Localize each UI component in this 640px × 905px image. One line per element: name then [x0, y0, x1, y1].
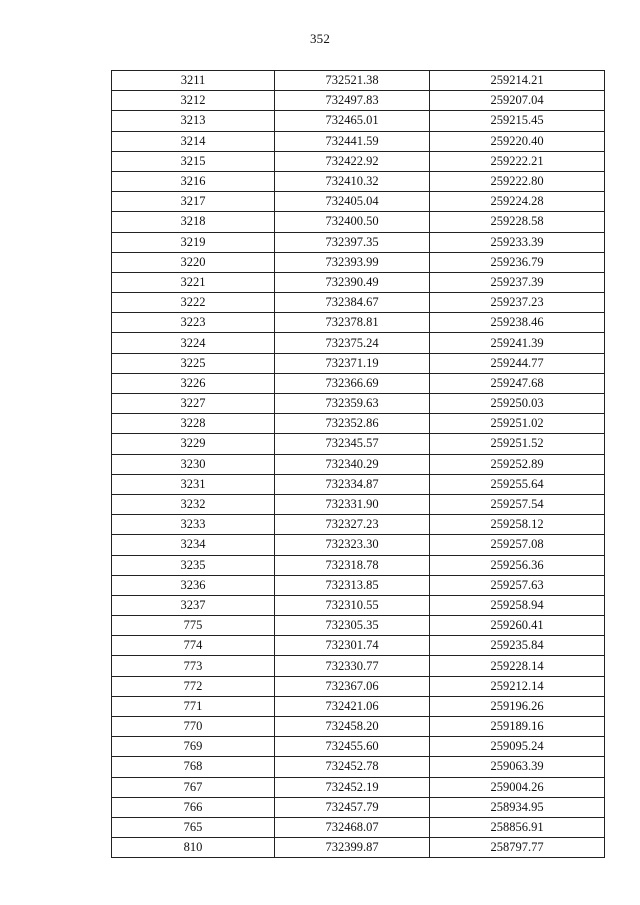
- y-coordinate-cell: 259241.39: [430, 333, 605, 353]
- x-coordinate-cell: 732399.87: [275, 838, 430, 858]
- x-coordinate-cell: 732375.24: [275, 333, 430, 353]
- table-row: [112, 636, 605, 656]
- y-coordinate-cell: 259228.14: [430, 656, 605, 676]
- y-coordinate-cell: 259233.39: [430, 232, 605, 252]
- table-row: [112, 474, 605, 494]
- point-number-cell: 3223: [112, 313, 275, 333]
- point-number-cell: 3215: [112, 151, 275, 171]
- y-coordinate-cell: 259220.40: [430, 131, 605, 151]
- x-coordinate-cell: 732452.78: [275, 757, 430, 777]
- x-coordinate-cell: 732497.83: [275, 91, 430, 111]
- point-number-cell: 769: [112, 737, 275, 757]
- x-coordinate-cell: 732334.87: [275, 474, 430, 494]
- table-row: [112, 595, 605, 615]
- table-row: [112, 252, 605, 272]
- y-coordinate-cell: 259222.21: [430, 151, 605, 171]
- table-row: [112, 676, 605, 696]
- x-coordinate-cell: 732452.19: [275, 777, 430, 797]
- y-coordinate-cell: 259258.94: [430, 595, 605, 615]
- x-coordinate-cell: 732384.67: [275, 293, 430, 313]
- y-coordinate-cell: 259222.80: [430, 171, 605, 191]
- point-number-cell: 3220: [112, 252, 275, 272]
- table-row: [112, 111, 605, 131]
- y-coordinate-cell: 259256.36: [430, 555, 605, 575]
- x-coordinate-cell: 732367.06: [275, 676, 430, 696]
- y-coordinate-cell: 259251.52: [430, 434, 605, 454]
- x-coordinate-cell: 732400.50: [275, 212, 430, 232]
- y-coordinate-cell: 259224.28: [430, 192, 605, 212]
- y-coordinate-cell: 258934.95: [430, 797, 605, 817]
- point-number-cell: 773: [112, 656, 275, 676]
- table-row: [112, 394, 605, 414]
- table-row: [112, 131, 605, 151]
- coordinates-table-body: [112, 71, 605, 858]
- y-coordinate-cell: 259244.77: [430, 353, 605, 373]
- table-row: [112, 192, 605, 212]
- x-coordinate-cell: 732393.99: [275, 252, 430, 272]
- table-row: [112, 737, 605, 757]
- y-coordinate-cell: 259004.26: [430, 777, 605, 797]
- y-coordinate-cell: 259238.46: [430, 313, 605, 333]
- y-coordinate-cell: 259257.54: [430, 494, 605, 514]
- table-row: [112, 151, 605, 171]
- table-row: [112, 757, 605, 777]
- x-coordinate-cell: 732421.06: [275, 696, 430, 716]
- y-coordinate-cell: 259258.12: [430, 515, 605, 535]
- x-coordinate-cell: 732310.55: [275, 595, 430, 615]
- table-row: [112, 353, 605, 373]
- point-number-cell: 3214: [112, 131, 275, 151]
- table-row: [112, 454, 605, 474]
- y-coordinate-cell: 259228.58: [430, 212, 605, 232]
- x-coordinate-cell: 732313.85: [275, 575, 430, 595]
- y-coordinate-cell: 259251.02: [430, 414, 605, 434]
- y-coordinate-cell: 259257.63: [430, 575, 605, 595]
- x-coordinate-cell: 732465.01: [275, 111, 430, 131]
- x-coordinate-cell: 732441.59: [275, 131, 430, 151]
- x-coordinate-cell: 732521.38: [275, 71, 430, 91]
- table-row: [112, 293, 605, 313]
- point-number-cell: 3237: [112, 595, 275, 615]
- table-row: [112, 232, 605, 252]
- point-number-cell: 3226: [112, 373, 275, 393]
- point-number-cell: 3229: [112, 434, 275, 454]
- point-number-cell: 3222: [112, 293, 275, 313]
- point-number-cell: 3232: [112, 494, 275, 514]
- point-number-cell: 775: [112, 616, 275, 636]
- point-number-cell: 3233: [112, 515, 275, 535]
- y-coordinate-cell: 258797.77: [430, 838, 605, 858]
- y-coordinate-cell: 259212.14: [430, 676, 605, 696]
- x-coordinate-cell: 732422.92: [275, 151, 430, 171]
- y-coordinate-cell: 259236.79: [430, 252, 605, 272]
- table-row: [112, 494, 605, 514]
- point-number-cell: 768: [112, 757, 275, 777]
- table-row: [112, 838, 605, 858]
- table-row: [112, 696, 605, 716]
- table-row: [112, 212, 605, 232]
- y-coordinate-cell: 258856.91: [430, 817, 605, 837]
- point-number-cell: 3225: [112, 353, 275, 373]
- x-coordinate-cell: 732410.32: [275, 171, 430, 191]
- y-coordinate-cell: 259250.03: [430, 394, 605, 414]
- y-coordinate-cell: 259237.39: [430, 272, 605, 292]
- x-coordinate-cell: 732301.74: [275, 636, 430, 656]
- point-number-cell: 774: [112, 636, 275, 656]
- table-row: [112, 434, 605, 454]
- y-coordinate-cell: 259252.89: [430, 454, 605, 474]
- point-number-cell: 3212: [112, 91, 275, 111]
- table-row: [112, 817, 605, 837]
- y-coordinate-cell: 259235.84: [430, 636, 605, 656]
- point-number-cell: 3221: [112, 272, 275, 292]
- x-coordinate-cell: 732327.23: [275, 515, 430, 535]
- table-row: [112, 616, 605, 636]
- table-row: [112, 171, 605, 191]
- y-coordinate-cell: 259095.24: [430, 737, 605, 757]
- y-coordinate-cell: 259063.39: [430, 757, 605, 777]
- point-number-cell: 767: [112, 777, 275, 797]
- y-coordinate-cell: 259237.23: [430, 293, 605, 313]
- point-number-cell: 3218: [112, 212, 275, 232]
- y-coordinate-cell: 259257.08: [430, 535, 605, 555]
- point-number-cell: 810: [112, 838, 275, 858]
- x-coordinate-cell: 732468.07: [275, 817, 430, 837]
- point-number-cell: 3224: [112, 333, 275, 353]
- x-coordinate-cell: 732458.20: [275, 717, 430, 737]
- x-coordinate-cell: 732345.57: [275, 434, 430, 454]
- x-coordinate-cell: 732330.77: [275, 656, 430, 676]
- point-number-cell: 3231: [112, 474, 275, 494]
- x-coordinate-cell: 732405.04: [275, 192, 430, 212]
- table-row: [112, 656, 605, 676]
- point-number-cell: 3216: [112, 171, 275, 191]
- table-row: [112, 535, 605, 555]
- x-coordinate-cell: 732359.63: [275, 394, 430, 414]
- x-coordinate-cell: 732331.90: [275, 494, 430, 514]
- point-number-cell: 3211: [112, 71, 275, 91]
- x-coordinate-cell: 732318.78: [275, 555, 430, 575]
- page-number: 352: [309, 31, 331, 46]
- point-number-cell: 3219: [112, 232, 275, 252]
- point-number-cell: 771: [112, 696, 275, 716]
- point-number-cell: 3213: [112, 111, 275, 131]
- table-row: [112, 515, 605, 535]
- point-number-cell: 766: [112, 797, 275, 817]
- x-coordinate-cell: 732366.69: [275, 373, 430, 393]
- x-coordinate-cell: 732305.35: [275, 616, 430, 636]
- table-row: [112, 717, 605, 737]
- x-coordinate-cell: 732455.60: [275, 737, 430, 757]
- y-coordinate-cell: 259196.26: [430, 696, 605, 716]
- y-coordinate-cell: 259189.16: [430, 717, 605, 737]
- x-coordinate-cell: 732378.81: [275, 313, 430, 333]
- table-row: [112, 272, 605, 292]
- y-coordinate-cell: 259215.45: [430, 111, 605, 131]
- table-row: [112, 333, 605, 353]
- table-row: [112, 414, 605, 434]
- x-coordinate-cell: 732371.19: [275, 353, 430, 373]
- point-number-cell: 3227: [112, 394, 275, 414]
- point-number-cell: 770: [112, 717, 275, 737]
- x-coordinate-cell: 732397.35: [275, 232, 430, 252]
- x-coordinate-cell: 732457.79: [275, 797, 430, 817]
- table-row: [112, 313, 605, 333]
- point-number-cell: 3235: [112, 555, 275, 575]
- coordinates-table: [111, 70, 605, 858]
- y-coordinate-cell: 259214.21: [430, 71, 605, 91]
- point-number-cell: 3230: [112, 454, 275, 474]
- point-number-cell: 772: [112, 676, 275, 696]
- point-number-cell: 3217: [112, 192, 275, 212]
- table-row: [112, 91, 605, 111]
- table-row: [112, 71, 605, 91]
- point-number-cell: 3234: [112, 535, 275, 555]
- point-number-cell: 765: [112, 817, 275, 837]
- x-coordinate-cell: 732340.29: [275, 454, 430, 474]
- table-row: [112, 777, 605, 797]
- x-coordinate-cell: 732323.30: [275, 535, 430, 555]
- table-row: [112, 797, 605, 817]
- y-coordinate-cell: 259255.64: [430, 474, 605, 494]
- table-row: [112, 373, 605, 393]
- y-coordinate-cell: 259260.41: [430, 616, 605, 636]
- table-row: [112, 575, 605, 595]
- y-coordinate-cell: 259247.68: [430, 373, 605, 393]
- y-coordinate-cell: 259207.04: [430, 91, 605, 111]
- point-number-cell: 3236: [112, 575, 275, 595]
- x-coordinate-cell: 732390.49: [275, 272, 430, 292]
- table-row: [112, 555, 605, 575]
- x-coordinate-cell: 732352.86: [275, 414, 430, 434]
- point-number-cell: 3228: [112, 414, 275, 434]
